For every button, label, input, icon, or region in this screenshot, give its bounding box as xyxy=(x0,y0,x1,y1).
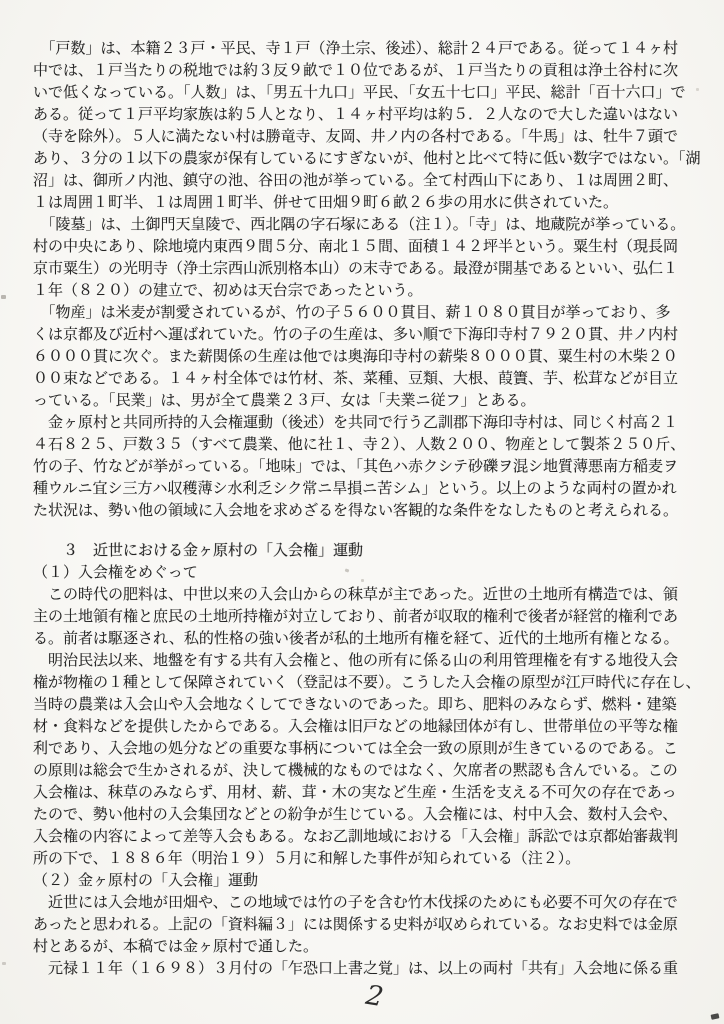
text-line: 権が物権の１種として保障されていく（登記は不要）。こうした入会権の原型が江戸時代に存在し、 xyxy=(33,675,701,691)
text-line: 当時の農業は入会山や入会地なくしてできないのであった。即ち、肥料のみならず、燃料・建築 xyxy=(33,697,677,713)
text-line: あったと思われる。上記の「資料編３」には関係する史料が収められている。なお史料では金原 xyxy=(33,917,678,933)
text-line: くは京都及び近村へ運ばれていた。竹の子の生産は、多い順で下海印寺村７９２０貫、井ノ内村 xyxy=(33,327,679,343)
text-line: 「陵墓」は、土御門天皇陵で、西北隅の字石塚にある（注１）。「寺」は、地蔵院が挙っている。 xyxy=(33,217,686,233)
text-line: １年（８２０）の建立で、初めは天台宗であったという。 xyxy=(33,283,423,299)
text-line: た状況は、勢い他の領域に入会地を求めざるを得ない客観的な条件をなしたものと考えられる。 xyxy=(33,503,679,519)
text-line: 近世には入会地が田畑や、この地域では竹の子を含む竹木伐採のためにも必要不可欠の存在で xyxy=(33,895,678,911)
scan-speck xyxy=(1,295,6,299)
text-line: （寺を除外）。５人に満たない村は勝竜寺、友岡、井ノ内の各村である。「牛馬」は、牡牛７頭で xyxy=(33,129,679,145)
text-line: っている。「民業」は、男が全て農業２３戸、女は「夫業ニ従フ」とある。 xyxy=(33,393,536,409)
text-line: 村の中央にあり、除地境内東西９間５分、南北１５間、面積１４２坪半という。粟生村（現長岡 xyxy=(33,239,679,255)
paragraph-spacer xyxy=(33,522,695,540)
text-line: 中では、１戸当たりの税地では約３反９畝で１０位であるが、１戸当たりの貢租は浄土谷村に次 xyxy=(33,63,679,79)
document-body xyxy=(33,38,701,980)
text-line: あり、３分の１以下の農家が保有しているにすぎないが、他村と比べて特に低い数字ではない。「湖 xyxy=(33,151,701,167)
scan-speck xyxy=(696,88,699,91)
text-line: 「物産」は米麦が割愛されているが、竹の子５６００貫目、薪１０８０貫目が挙っており、多 xyxy=(33,305,671,321)
text-line: 「戸数」は、本籍２３戸・平民、寺１戸（浄土宗、後述）、総計２４戸である。従って１４ヶ村 xyxy=(33,41,679,57)
text-line: る。前者は駆逐され、私的性格の強い後者が私的土地所有権を経て、近代的土地所有権となる。 xyxy=(33,631,679,647)
text-line: 主の土地領有権と庶民の土地所持権が対立しており、前者が収取的権利で後者が経営的権利であ xyxy=(33,609,679,625)
text-line: ６０００貫に次ぐ。また薪関係の生産は他では奥海印寺村の薪柴８０００貫、粟生村の木柴２０ xyxy=(33,349,678,365)
text-line: 元禄１１年（１６９８）３月付の「乍恐口上書之覚」は、以上の両村「共有」入会地に係る重 xyxy=(33,961,679,977)
text-line: の原則は総会で生かされるが、決して機械的なものではなく、欠席者の黙認も含んでいる。この xyxy=(33,763,678,779)
text-line: 村とあるが、本稿では金ヶ原村で通した。 xyxy=(33,939,319,955)
text-line: 京市粟生）の光明寺（浄土宗西山派別格本山）の末寺である。最澄が開基であるといい、弘仁１ xyxy=(33,261,679,277)
text-line: 沼」は、御所ノ内池、鎮守の池、谷田の池が挙っている。全て村西山下にあり、１は周囲２町、 xyxy=(33,173,679,189)
text-line: 利であり、入会地の処分などの重要な事柄については全会一致の原則が生きているのである。こ xyxy=(33,741,678,757)
text-line: １は周囲１町半、１は周囲１町半、併せて田畑９町６畝２６歩の用水に供されていた。 xyxy=(33,195,619,211)
text-line: ある。従って１戸平均家族は約５人となり、１４ヶ村平均は約５．２人なので大した違いはない xyxy=(33,107,679,123)
subsection-heading: （１）入会権をめぐって xyxy=(33,565,198,581)
scan-speck xyxy=(2,962,6,965)
text-line: いで低くなっている。「人数」は、「男五十九口」平民、「女五十七口」平民、総計「百十六口」で xyxy=(33,85,686,101)
text-line: 明治民法以来、地盤を有する共有入会権と、他の所有に係る山の利用管理権を有する地役入会 xyxy=(33,653,679,669)
text-line: 入会権は、秣草のみならず、用材、薪、茸・木の実など生産・生活を支える不可欠の存在であっ xyxy=(33,785,677,801)
text-line: ４石８２５、戸数３５（すべて農業、他に社１、寺２）、人数２００、物産として製茶２５０斤、 xyxy=(33,437,686,453)
text-line: 材・食料などを提供したからである。入会権は旧戸などの地縁団体が有し、世帯単位の平等な権 xyxy=(33,719,678,735)
text-line: 入会権の内容によって差等入会もある。なお乙訓地域における「入会権」訴訟では京都始審裁判 xyxy=(33,829,679,845)
scan-speck xyxy=(711,1013,720,1020)
text-line: この時代の肥料は、中世以来の入会山からの秣草が主であった。近世の土地所有構造では、領 xyxy=(33,587,678,603)
text-line: 竹の子、竹などが挙がっている。「地味」では、「其色ハ赤クシテ砂礫ヲ混シ地質薄悪南方稲麦ヲ xyxy=(33,459,679,475)
text-line: 金ヶ原村と共同所持的入会権運動（後述）を共同で行う乙訓郡下海印寺村は、同じく村高２１ xyxy=(33,415,679,431)
section-heading: ３ 近世における金ヶ原村の「入会権」運動 xyxy=(33,543,364,559)
text-line: 種ウルニ宜シ三方ハ収穫薄シ水利乏シク常ニ旱損ニ苦シム」という。以上のような両村の置かれ xyxy=(33,481,677,497)
scan-speck xyxy=(361,579,364,582)
handwritten-page-number: 2 xyxy=(363,979,386,1014)
text-line: たので、勢い他村の入会集団などとの紛争が生じている。入会権には、村中入会、数村入会や、 xyxy=(33,807,678,823)
text-line: 所の下で、１８８６年（明治１９）５月に和解した事件が知られている（注２）。 xyxy=(33,851,581,867)
text-line: ００束などである。１４ヶ村全体では竹材、茶、菜種、豆類、大根、葭簀、芋、松茸などが目立 xyxy=(33,371,679,387)
subsection-heading: （２）金ヶ原村の「入会権」運動 xyxy=(33,873,259,889)
